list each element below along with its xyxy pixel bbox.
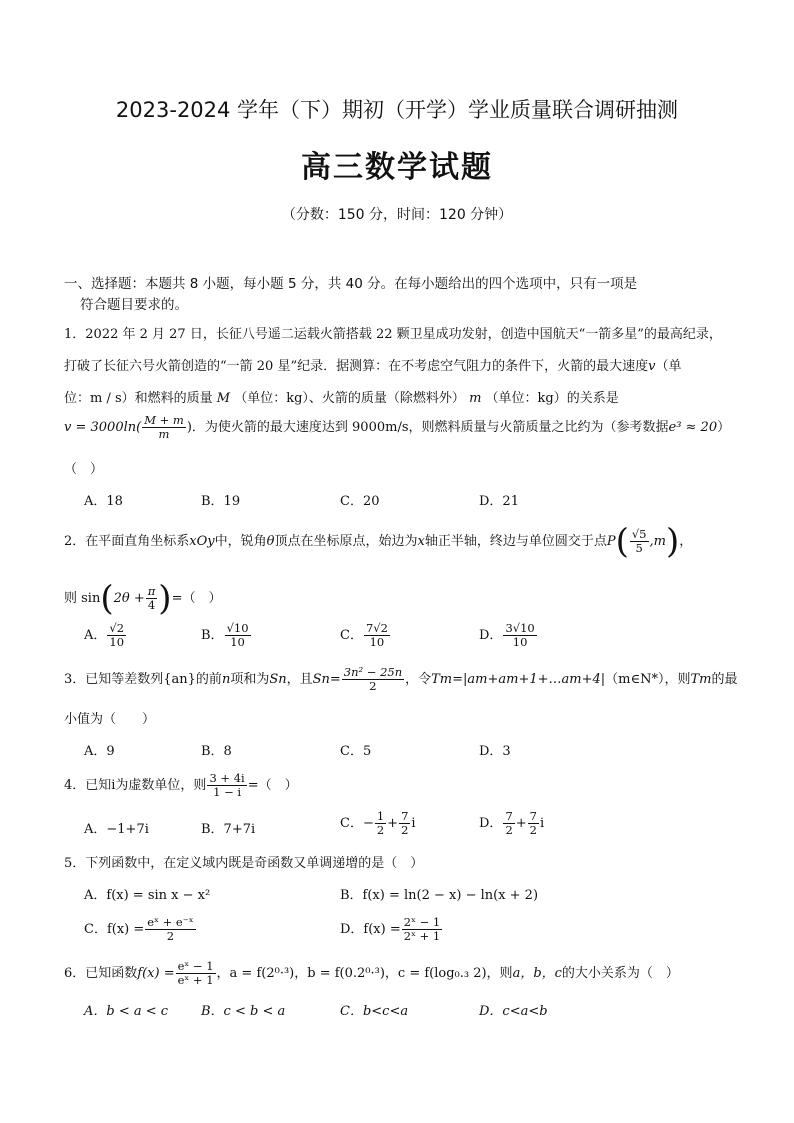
q1-var-v: v bbox=[648, 359, 656, 374]
option-label: D． bbox=[479, 816, 503, 831]
q2-text: 顶点在坐标原点，始边为 bbox=[274, 534, 418, 549]
denominator: 1 − i bbox=[213, 785, 242, 799]
q2-text: =（ ） bbox=[171, 591, 222, 606]
q1-text: )．为使火箭的最大速度达到 9000m/s，则燃料质量与火箭质量之比约为（参考数据 bbox=[186, 420, 669, 435]
q3-text: 的最 bbox=[711, 672, 738, 687]
q3-text: （m∈N*），则 bbox=[605, 672, 691, 687]
q1-text: 打破了长征六号火箭创造的“一箭 20 星”纪录．据测算：在不考虑空气阻力的条件下，火箭的最大速度 bbox=[64, 359, 649, 374]
q6-text: 的大小关系为（ ） bbox=[561, 966, 679, 981]
numerator: 7 bbox=[505, 809, 513, 823]
q1-text: 位：m / s）和燃料的质量 bbox=[64, 391, 213, 406]
q6-option-c: C．b<c<a bbox=[340, 1004, 409, 1019]
q1-ref: e³ ≈ 20 bbox=[668, 420, 718, 435]
numerator: π bbox=[147, 584, 156, 598]
q1-option-a: A．18 bbox=[84, 494, 123, 509]
q1-text: （单位：kg）、火箭的质量（除燃料外） bbox=[234, 391, 465, 406]
q1-paren: （ ） bbox=[64, 462, 104, 477]
option-label: D．f(x) = bbox=[340, 922, 401, 937]
q3-line: 小值为（ ） bbox=[64, 712, 156, 727]
paren-close: ) bbox=[665, 521, 680, 562]
option-fraction bbox=[528, 810, 539, 837]
option-label: C．f(x) = bbox=[84, 922, 145, 937]
q3-var: n bbox=[221, 672, 231, 687]
q6-text: 6．已知函数 bbox=[64, 966, 138, 981]
numerator: 7 bbox=[529, 809, 537, 823]
denominator: 2 bbox=[505, 823, 513, 837]
q6-option-d: D．c<a<b bbox=[479, 1004, 548, 1019]
q1-text: （单 bbox=[655, 359, 682, 374]
q4-option-b: B．7+7i bbox=[201, 822, 256, 837]
section-heading bbox=[64, 274, 734, 316]
numerator: √5 bbox=[631, 527, 647, 541]
numerator: 3 + 4i bbox=[209, 771, 245, 785]
q4-fraction bbox=[207, 772, 246, 799]
q2-var: θ bbox=[266, 534, 275, 549]
q2-var: xOy bbox=[189, 534, 215, 549]
q1-formula: v = 3000ln( bbox=[64, 420, 142, 435]
numerator: √2 bbox=[109, 621, 125, 635]
q2-option-c bbox=[340, 622, 391, 649]
denominator: 5 bbox=[635, 541, 643, 555]
q3-text: 3．已知等差数列{an}的前 bbox=[64, 672, 222, 687]
numerator: 3n² − 25n bbox=[343, 665, 403, 679]
q3-var: Sn= bbox=[312, 672, 341, 687]
q1-text: ） bbox=[717, 420, 731, 435]
option-label: B． bbox=[201, 628, 224, 643]
q2-var: x bbox=[417, 534, 425, 549]
option-fraction bbox=[364, 622, 390, 649]
numerator: eˣ − 1 bbox=[177, 959, 214, 973]
numerator: 7 bbox=[401, 809, 409, 823]
option-fraction bbox=[402, 916, 442, 943]
q6-fraction bbox=[176, 960, 216, 987]
q1-var-M: M bbox=[212, 391, 235, 406]
q2-fraction bbox=[146, 585, 158, 612]
section-heading-line: 符合题目要求的。 bbox=[80, 297, 188, 313]
q2-point-fraction bbox=[630, 528, 649, 555]
numerator: eˣ + e⁻ˣ bbox=[147, 915, 194, 929]
q4-option-a: A．−1+7i bbox=[84, 822, 149, 837]
denominator: 10 bbox=[230, 635, 245, 649]
q3-line bbox=[64, 666, 737, 693]
numerator: 7√2 bbox=[365, 621, 388, 635]
option-fraction bbox=[107, 622, 126, 649]
numerator: M + m bbox=[144, 413, 184, 427]
option-fraction bbox=[503, 622, 536, 649]
option-label: C．− bbox=[340, 816, 374, 831]
comma: ， bbox=[679, 534, 693, 549]
q2-text: 2．在平面直角坐标系 bbox=[64, 534, 190, 549]
q4-option-d bbox=[479, 810, 544, 837]
q1-line bbox=[64, 387, 619, 406]
q3-text: ，且 bbox=[286, 672, 313, 687]
numerator: 2ˣ − 1 bbox=[403, 915, 441, 929]
exam-meta: （分数：150 分，时间：120 分钟） bbox=[281, 207, 513, 223]
q1-option-b: B．19 bbox=[201, 494, 241, 509]
q3-option-a: A．9 bbox=[84, 744, 115, 759]
denominator: 2ˣ + 1 bbox=[403, 929, 441, 943]
q6-option-a: A．b < a < c bbox=[84, 1004, 169, 1019]
denominator: m bbox=[158, 427, 170, 441]
option-fraction bbox=[375, 810, 386, 837]
denominator: eˣ + 1 bbox=[177, 973, 214, 987]
q4-text: =（ ） bbox=[247, 778, 298, 793]
numerator: √10 bbox=[226, 621, 249, 635]
q1-fraction bbox=[142, 414, 186, 441]
denominator: 2 bbox=[401, 823, 409, 837]
denominator: 2 bbox=[166, 929, 175, 943]
q6-vars: a，b，c bbox=[512, 966, 562, 981]
exam-header: 2023-2024 学年（下）期初（开学）学业质量联合调研抽测 bbox=[115, 98, 679, 122]
q5-option-c bbox=[84, 916, 197, 943]
q5-option-a: A．f(x) = sin x − x² bbox=[84, 888, 211, 903]
q3-var: Sn bbox=[269, 672, 287, 687]
q5-option-b: B．f(x) = ln(2 − x) − ln(x + 2) bbox=[340, 888, 539, 903]
q1-option-d: D．21 bbox=[479, 494, 519, 509]
section-heading-line: 一、选择题：本题共 8 小题，每小题 5 分，共 40 分。在每小题给出的四个选项中，只有一项是 bbox=[64, 276, 638, 292]
q1-line bbox=[64, 355, 681, 374]
option-label: A． bbox=[84, 628, 107, 643]
q4-line bbox=[64, 772, 298, 799]
q5-line: 5．下列函数中，在定义域内既是奇函数又单调递增的是（ ） bbox=[64, 856, 424, 871]
numerator: 1 bbox=[376, 809, 385, 823]
q3-text: 项和为 bbox=[230, 672, 270, 687]
option-label: C． bbox=[340, 628, 363, 643]
numerator: 3√10 bbox=[505, 621, 535, 635]
q4-option-c bbox=[340, 810, 416, 837]
q3-var: Tm bbox=[690, 672, 712, 687]
page-title: 高三数学试题 bbox=[301, 150, 493, 185]
q2-option-b bbox=[201, 622, 252, 649]
denominator: 10 bbox=[512, 635, 528, 649]
q3-option-c: C．5 bbox=[340, 744, 372, 759]
q1-option-c: C．20 bbox=[340, 494, 380, 509]
paren-close: ) bbox=[158, 578, 172, 619]
option-fraction bbox=[145, 916, 195, 943]
q1-line: 1．2022 年 2 月 27 日，长征八号遥二运载火箭搭载 22 颗卫星成功发射，创造中国航天“一箭多星”的最高纪录， bbox=[64, 327, 722, 342]
q2-line bbox=[64, 578, 222, 619]
q6-line bbox=[64, 960, 679, 987]
denominator: 10 bbox=[369, 635, 385, 649]
operator: + bbox=[387, 816, 399, 831]
option-fraction bbox=[399, 810, 410, 837]
denominator: 2 bbox=[369, 679, 377, 693]
q6-option-b: B．c < b < a bbox=[201, 1004, 286, 1019]
option-fraction bbox=[503, 810, 514, 837]
q2-option-a bbox=[84, 622, 127, 649]
operator: + bbox=[515, 816, 527, 831]
q3-option-d: D．3 bbox=[479, 744, 511, 759]
q2-expr: 2θ + bbox=[113, 591, 145, 606]
q5-option-d bbox=[340, 916, 443, 943]
q1-var-m: m bbox=[464, 391, 486, 406]
option-tail: i bbox=[411, 816, 416, 831]
denominator: 2 bbox=[376, 823, 385, 837]
q6-text: ，a = f(2⁰·³)，b = f(0.2⁰·³)，c = f(log₀.₃ 2)，则 bbox=[216, 966, 513, 981]
paren-open: ( bbox=[615, 521, 629, 562]
q3-option-b: B．8 bbox=[201, 744, 232, 759]
q2-var: ,m bbox=[649, 534, 666, 549]
q2-var: P bbox=[606, 534, 616, 549]
q4-text: 4．已知i为虚数单位，则 bbox=[64, 778, 207, 793]
q2-option-d bbox=[479, 622, 538, 649]
option-fraction bbox=[225, 622, 251, 649]
q3-text: ，令 bbox=[405, 672, 432, 687]
q1-line bbox=[64, 414, 730, 441]
q2-line bbox=[64, 521, 693, 562]
denominator: 2 bbox=[529, 823, 537, 837]
q1-text: （单位：kg）的关系是 bbox=[485, 391, 619, 406]
denominator: 10 bbox=[109, 635, 125, 649]
option-label: D． bbox=[479, 628, 503, 643]
paren-open: ( bbox=[100, 578, 114, 619]
q2-text: 轴正半轴，终边与单位圆交于点 bbox=[424, 534, 607, 549]
q6-expr: f(x) = bbox=[137, 966, 175, 981]
denominator: 4 bbox=[147, 598, 156, 612]
q2-text: 中，锐角 bbox=[214, 534, 267, 549]
q3-fraction bbox=[342, 666, 404, 693]
q3-expr: Tm=|am+am+1+…am+4| bbox=[431, 672, 606, 687]
q2-text: 则 sin bbox=[64, 591, 101, 606]
option-tail: i bbox=[540, 816, 545, 831]
